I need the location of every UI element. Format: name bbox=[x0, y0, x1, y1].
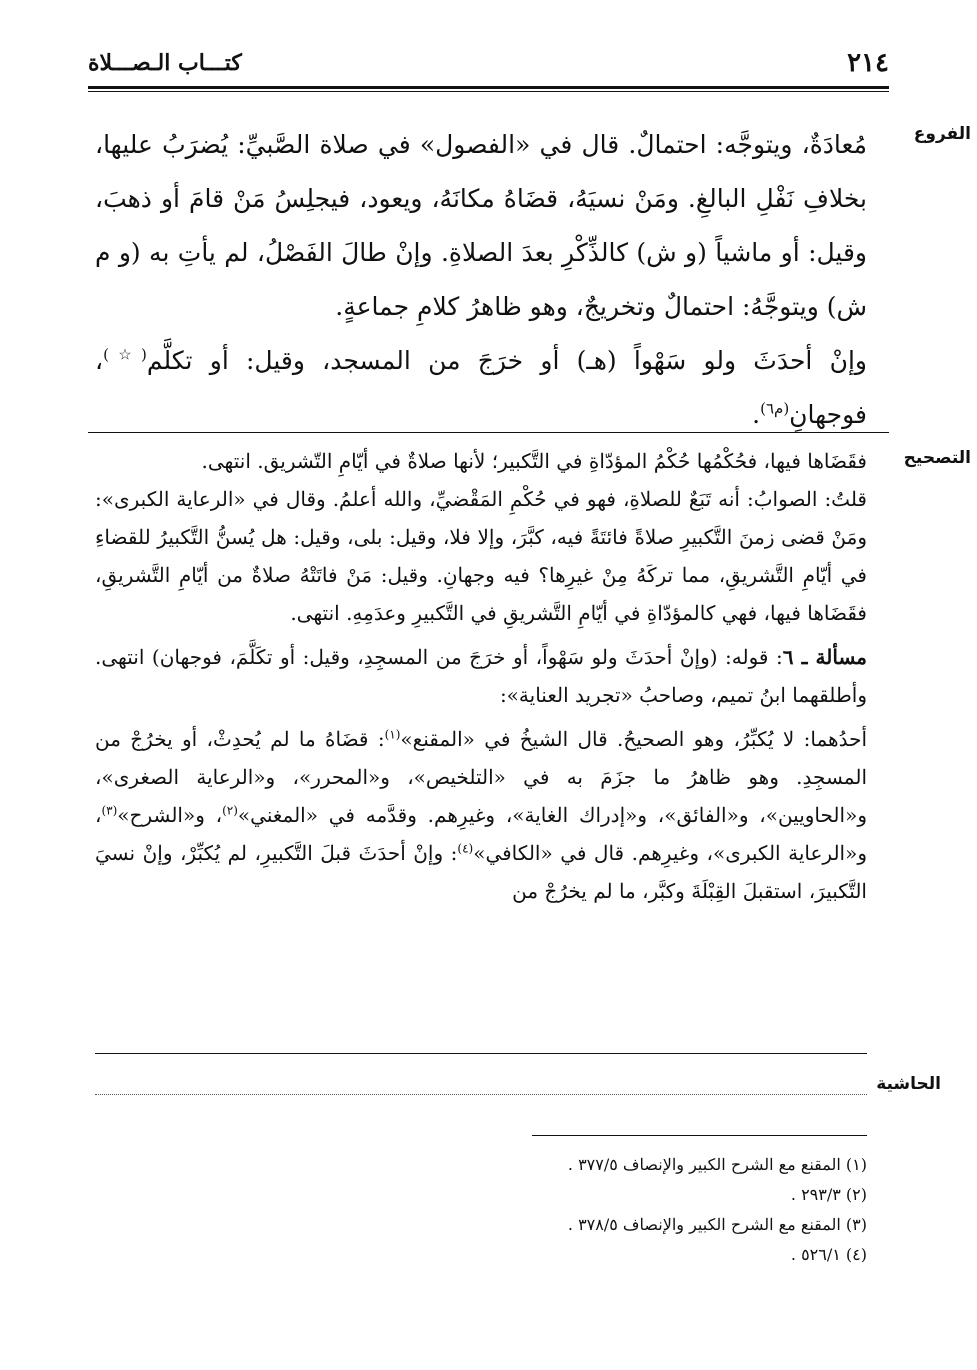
tashih-label: التصحيح bbox=[903, 448, 971, 468]
tashih-paragraph-2: قلتُ: الصوابُ: أنه تَبَعٌ للصلاةِ، فهو في حُكْمِ المَقْضيِّ، والله أعلمُ. وقال في «الرعاية الكبرى»: ومَنْ قضى زمنَ التَّكبيرِ صلاةً فائتَةً فيه، كبَّرَ، وإلا فلا، وقيل: بلى، وقيل: هل يُسنُّ التَّكبيرُ للقضاءِ في أيّامِ التَّشريقِ، مما تركَهُ مِنْ غيرِها؟ فيه وجهانِ. وقيل: مَنْ فاتَتْهُ صلاةٌ من أيّامِ التَّشريقِ، فقَضَاها فيها، فهي كالمؤدّاةِ في أيّامِ التَّشريقِ في التَّكبيرِ وعدَمِهِ. انتهى. bbox=[95, 487, 867, 625]
tashih-section bbox=[95, 442, 971, 910]
furu-p2-end: . bbox=[752, 400, 761, 429]
p4-part-d: ، و«الرعاية الكبرى»، وغيرِهم. قال في «الكافي» bbox=[95, 803, 867, 865]
tashih-paragraph-4 bbox=[95, 720, 867, 910]
footnote-ref-2[interactable]: (٢) bbox=[222, 803, 238, 818]
tashih-paragraph-1: فقَضَاها فيها، فحُكْمُها حُكْمُ المؤدّاةِ في التَّكبير؛ لأنها صلاةٌ في أيّامِ التّشريق. انتهى. bbox=[201, 449, 867, 473]
footnote-ref-3[interactable]: (٣) bbox=[101, 803, 118, 818]
header-rule-thick bbox=[88, 86, 889, 89]
furu-section bbox=[95, 118, 971, 442]
footnotes bbox=[367, 1150, 867, 1270]
p4-part-e: : وإنْ أحدَثَ قبلَ التَّكبيرِ، لم يُكبِّرْ، وإنْ نسيَ التَّكبيرَ، استقبلَ القِبْلَةَ وكبَّر، ما لم يخرُجْ من bbox=[95, 841, 867, 903]
page-header bbox=[88, 46, 889, 82]
furu-label: الفروع bbox=[913, 124, 971, 144]
footnote-3: (٣) المقنع مع الشرح الكبير والإنصاف ٣٧٨/٥ . bbox=[567, 1215, 867, 1234]
page-number: ٢١٤ bbox=[847, 48, 889, 78]
furu-p2-text: وإنْ أحدَثَ ولو سَهْواً (هـ) أو خرَجَ من المسجد، وقيل: أو تكلَّم bbox=[146, 346, 867, 375]
masala-marker: (م٦) bbox=[760, 399, 790, 418]
masala-text: : قوله: (وإنْ أحدَثَ ولو سَهْواً، أو خرَجَ من المسجِدِ، وقيل: أو تكَلَّمَ، فوجهان) انتهى. وأطلقهما ابنُ تميم، وصاحبُ «تجريد العناية»: bbox=[95, 645, 867, 707]
footnote-rule bbox=[532, 1135, 867, 1136]
hashiya-dotted-line bbox=[95, 1094, 867, 1095]
star-marker: (☆) bbox=[103, 345, 147, 364]
footnote-4: (٤) ٥٢٦/١ . bbox=[790, 1245, 867, 1264]
furu-p2-mid: ، فوجهانِ bbox=[95, 346, 867, 429]
book-title: كتـــاب الـصـــلاة bbox=[88, 50, 242, 76]
masala-heading: مسألة ـ ٦ bbox=[782, 645, 867, 669]
furu-paragraph-1: مُعادَةٌ، ويتوجَّه: احتمالٌ. قال في «الفصول» في صلاة الصَّبيِّ: يُضرَبُ عليها، بخلافِ نَفْلِ البالغِ. ومَنْ نسيَهُ، قضَاهُ مكانَهُ، ويعود، فيجلِسُ مَنْ قامَ أو ذهبَ، وقيل: أو ماشياً (و ش) كالذِّكْرِ بعدَ الصلاةِ. وإنْ طالَ الفَصْلُ، لم يأتِ به (و م ش) ويتوجَّهُ: احتمالٌ وتخريجٌ، وهو ظاهرُ كلامِ جماعةٍ. bbox=[95, 130, 867, 321]
hashiya-divider bbox=[95, 1053, 867, 1054]
footnote-2: (٢) ٢٩٣/٣ . bbox=[790, 1185, 867, 1204]
p4-part-c: ، و«الشرح» bbox=[117, 803, 223, 827]
section-divider bbox=[88, 432, 889, 433]
footnote-1: (١) المقنع مع الشرح الكبير والإنصاف ٣٧٧/٥ . bbox=[567, 1155, 867, 1174]
p4-part-b: : قضَاهُ ما لم يُحدِثْ، أو يخرُجْ من المسجِدِ. وهو ظاهرُ ما جزَمَ به في «التلخيص»، و«المحرر»، و«الرعاية الصغرى»، و«الحاويين»، و«الفائق»، و«إدراك الغاية»، وغيرِهم. وقدَّمه في «المغني» bbox=[95, 727, 867, 827]
header-rule-thin bbox=[88, 91, 889, 92]
hashiya-label: الحاشية bbox=[876, 1074, 941, 1094]
furu-paragraph-2 bbox=[95, 334, 867, 442]
footnote-ref-1[interactable]: (١) bbox=[384, 727, 401, 742]
p4-part-a: أحدُهما: لا يُكبِّرُ، وهو الصحيحُ. قال الشيخُ في «المقنع» bbox=[400, 727, 867, 751]
footnote-ref-4[interactable]: (٤) bbox=[457, 841, 474, 856]
tashih-paragraph-3 bbox=[95, 638, 867, 714]
